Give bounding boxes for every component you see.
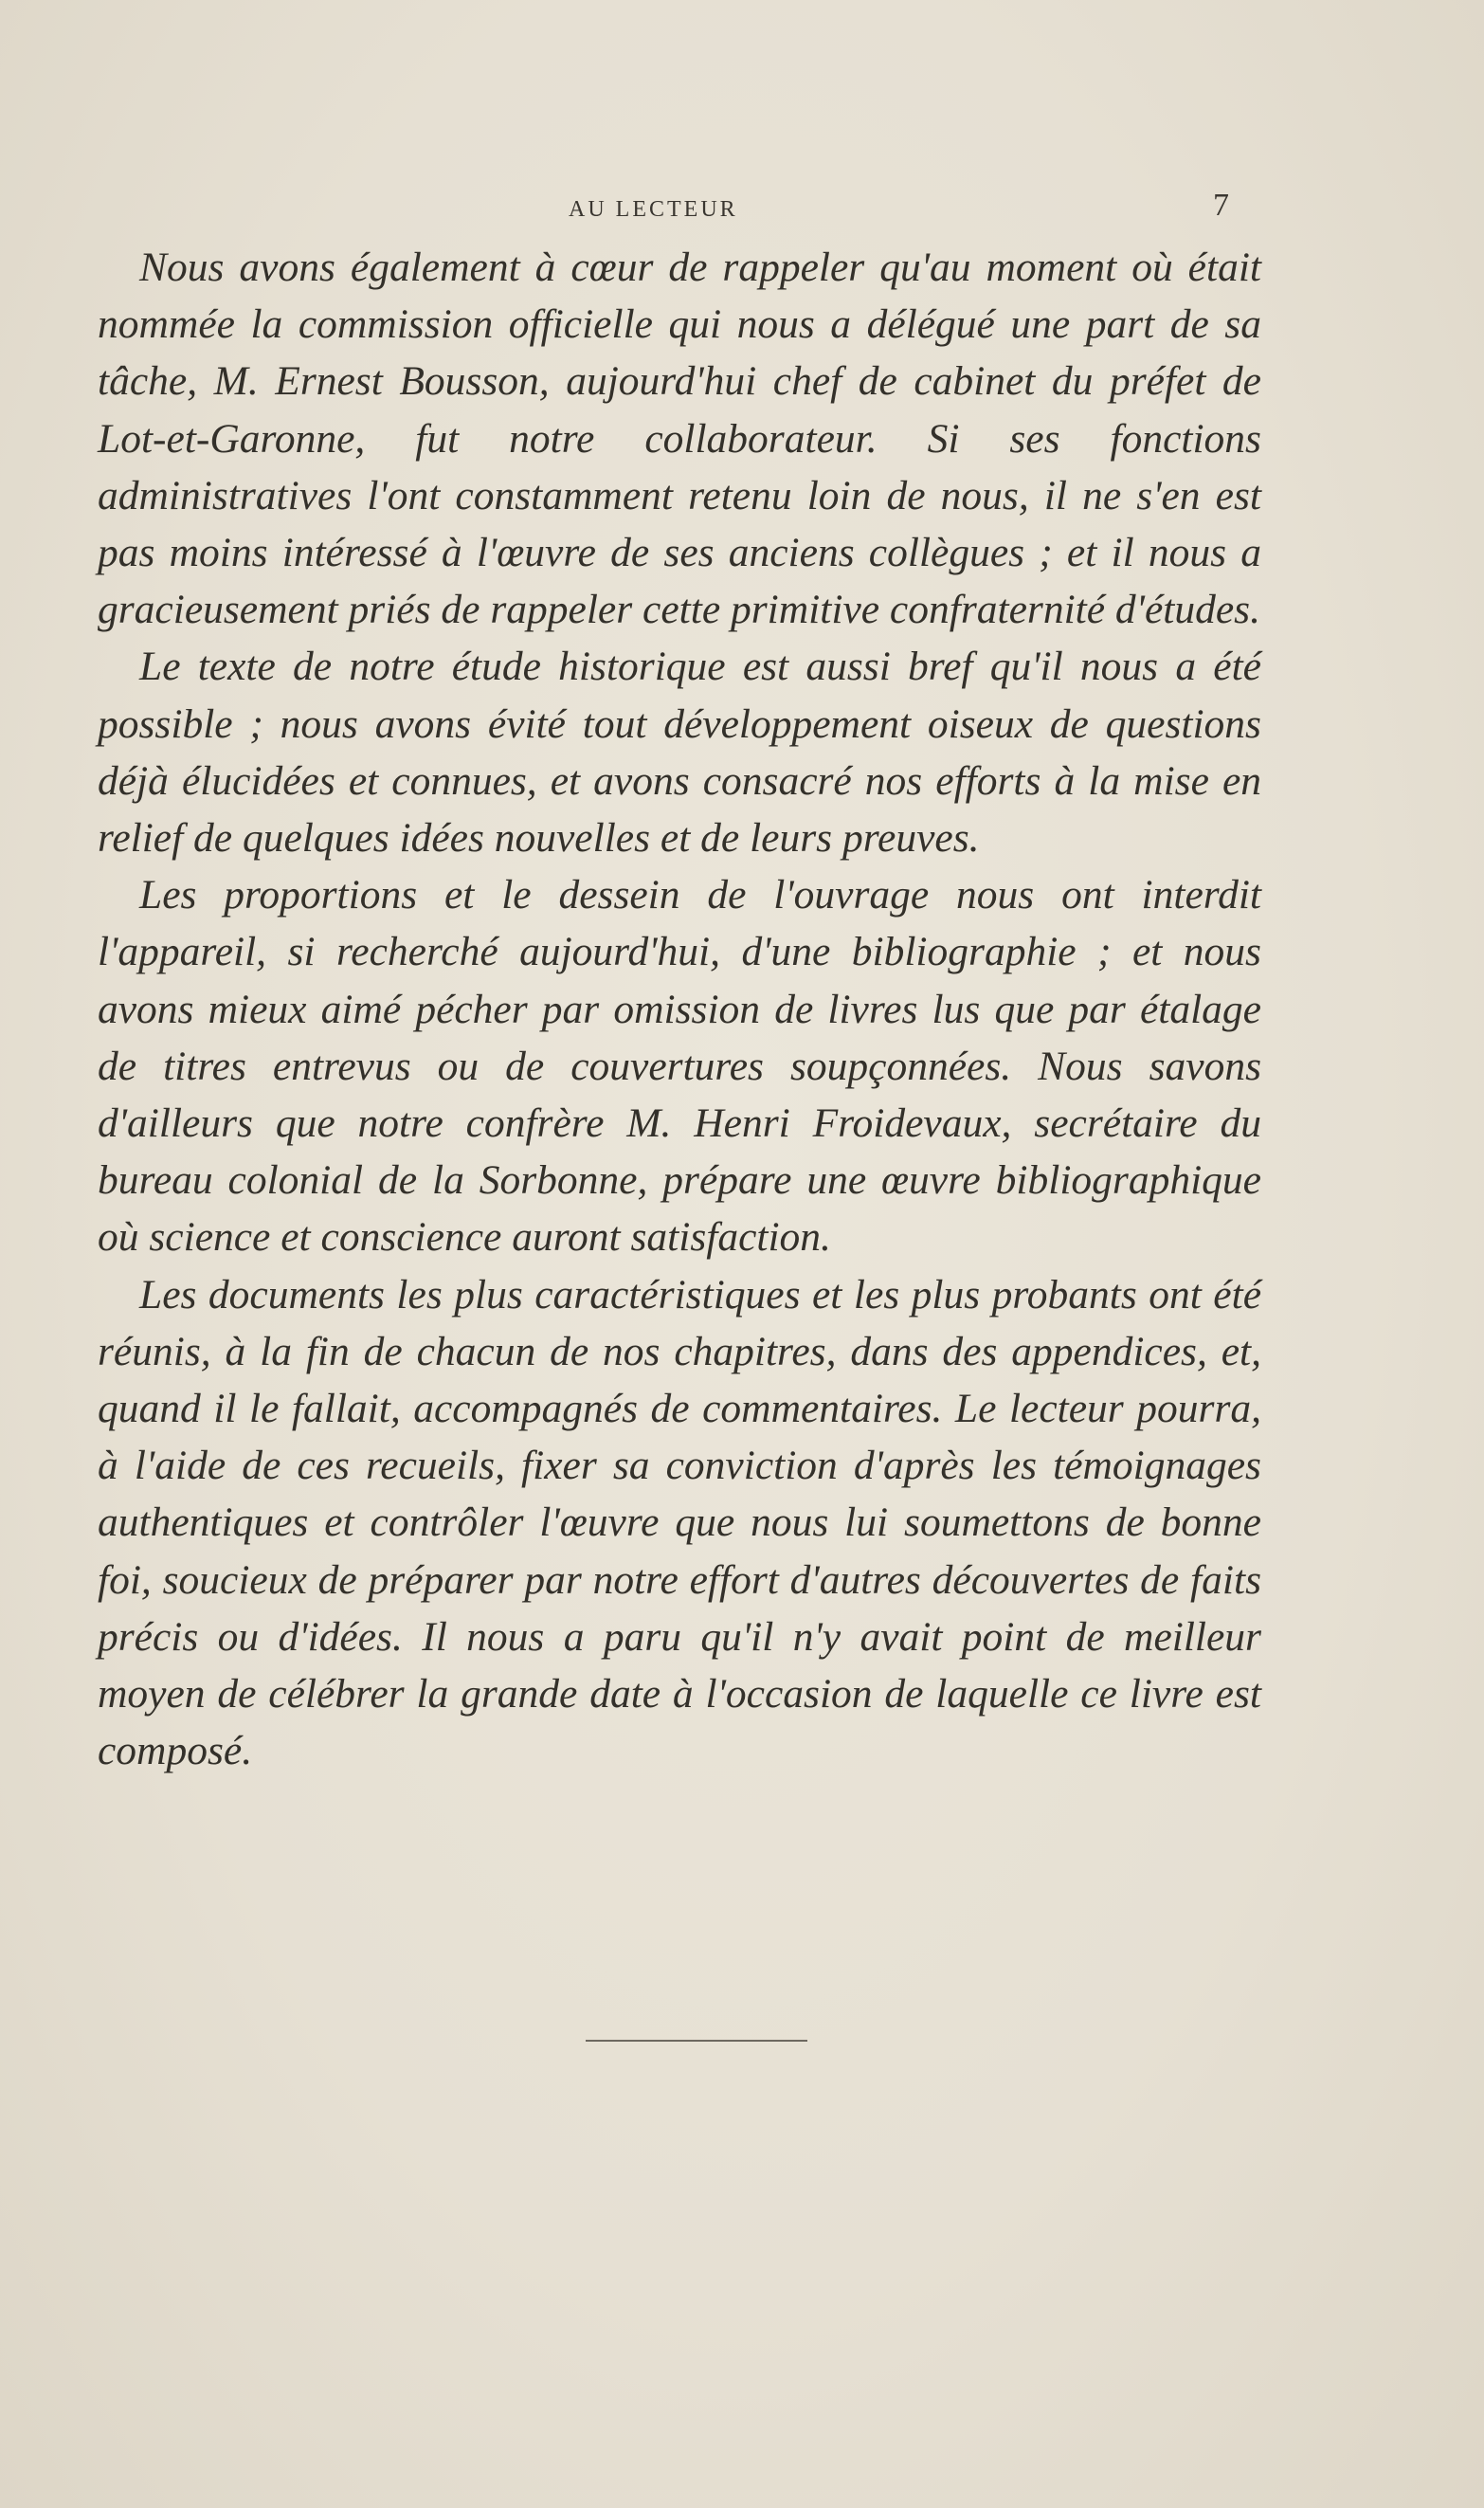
paragraph-3: Les proportions et le dessein de l'ouvrage nous ont interdit l'appareil, si recherché aujourd'hui, d'une bibliographie ; et nous avons mieux aimé pécher par omission de livres lus que par étalage de titres entrevus ou de couvertures soupçonnées. Nous savons d'ailleurs que notre confrère M. Henri Froidevaux, secrétaire du bureau colonial de la Sorbonne, prépare une œuvre bibliographique où science et conscience auront satisfaction. — [98, 872, 1261, 1261]
paragraph-2: Le texte de notre étude historique est aussi bref qu'il nous a été possible ; nous avons évité tout développement oiseux de questions déjà élucidées et connues, et avons consacré nos efforts à la mise en relief de quelques idées nouvelles et de leurs preuves. — [98, 644, 1261, 862]
body-text — [98, 239, 1261, 1779]
paragraph-4: Les documents les plus caractéristiques et les plus probants ont été réunis, à la fin de chacun de nos chapitres, dans des appendices, et, quand il le fallait, accompagnés de commentaires. Le lecteur pourra, à l'aide de ces recueils, fixer sa conviction d'après les témoignages authentiques et contrôler l'œuvre que nous lui soumettons de bonne foi, soucieux de préparer par notre effort d'autres découvertes de faits précis ou d'idées. Il nous a paru qu'il n'y avait point de meilleur moyen de célébrer la grande date à l'occasion de laquelle ce livre est composé. — [98, 1271, 1261, 1774]
page-number: 7 — [1213, 188, 1229, 223]
end-rule — [586, 2040, 807, 2042]
paragraph-1: Nous avons également à cœur de rappeler qu'au moment où était nommée la commission officielle qui nous a délégué une part de sa tâche, M. Ernest Bousson, aujourd'hui chef de cabinet du préfet de Lot-et-Garonne, fut notre collaborateur. Si ses fonctions administratives l'ont constamment retenu loin de nous, il ne s'en est pas moins intéressé à l'œuvre de ses anciens collègues ; et il nous a gracieusement priés de rappeler cette primitive confraternité d'études. — [98, 245, 1261, 633]
running-title: AU LECTEUR — [569, 197, 738, 222]
page-header — [0, 188, 1484, 235]
